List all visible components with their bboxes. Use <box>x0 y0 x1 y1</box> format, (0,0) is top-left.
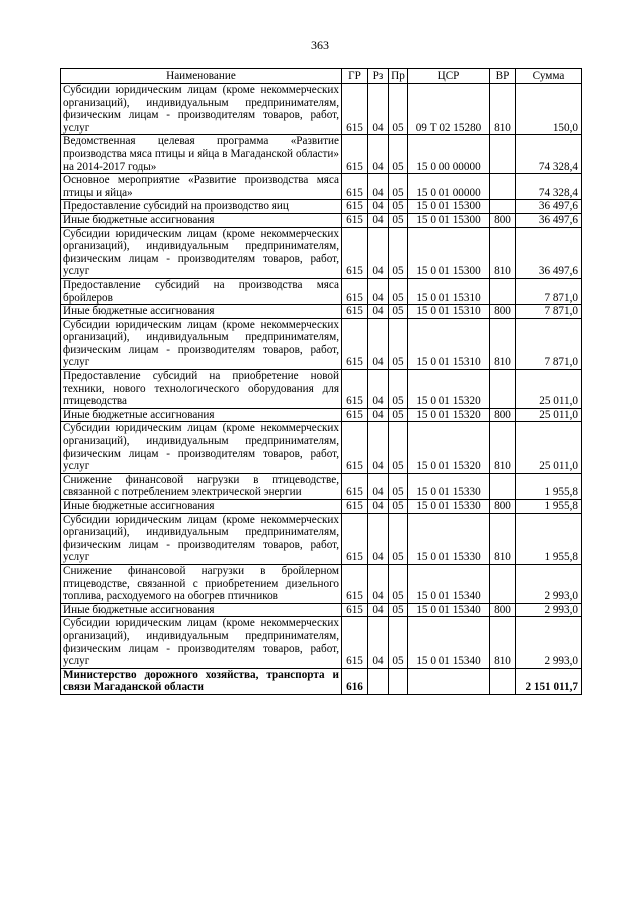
cell-name: Иные бюджетные ассигнования <box>61 408 342 422</box>
cell-csr: 15 0 00 00000 <box>408 135 490 174</box>
table-header-row <box>61 69 582 84</box>
table-row <box>61 513 582 564</box>
cell-name: Снижение финансовой нагрузки в бройлерном птицеводстве, связанной с приобретением дизельного топлива, расходуемого на обогрев птичников <box>61 564 342 603</box>
cell-sum: 36 497,6 <box>516 200 582 214</box>
cell-vr: 810 <box>490 617 516 668</box>
cell-vr: 800 <box>490 500 516 514</box>
cell-gr: 615 <box>342 227 368 278</box>
cell-gr: 615 <box>342 564 368 603</box>
header-gr: ГР <box>342 69 368 84</box>
cell-pr: 05 <box>389 422 408 473</box>
cell-gr: 615 <box>342 318 368 369</box>
budget-table <box>60 68 582 695</box>
cell-csr: 15 0 01 15330 <box>408 513 490 564</box>
cell-csr: 15 0 01 15320 <box>408 422 490 473</box>
cell-vr <box>490 668 516 694</box>
cell-rz: 04 <box>368 174 389 200</box>
cell-pr: 05 <box>389 200 408 214</box>
cell-pr: 05 <box>389 174 408 200</box>
cell-gr: 615 <box>342 617 368 668</box>
cell-name: Иные бюджетные ассигнования <box>61 305 342 319</box>
cell-name: Иные бюджетные ассигнования <box>61 500 342 514</box>
cell-vr: 810 <box>490 318 516 369</box>
cell-name: Иные бюджетные ассигнования <box>61 603 342 617</box>
cell-pr: 05 <box>389 305 408 319</box>
table-row <box>61 278 582 304</box>
table-row <box>61 135 582 174</box>
cell-pr: 05 <box>389 408 408 422</box>
cell-name: Основное мероприятие «Развитие производства мяса птицы и яйца» <box>61 174 342 200</box>
table-row <box>61 174 582 200</box>
table-row <box>61 370 582 409</box>
header-csr: ЦСР <box>408 69 490 84</box>
cell-name: Субсидии юридическим лицам (кроме некоммерческих организаций), индивидуальным предпринимателям, физическим лицам - производителям товаров, работ, услуг <box>61 84 342 135</box>
cell-rz: 04 <box>368 513 389 564</box>
cell-vr <box>490 135 516 174</box>
cell-pr: 05 <box>389 84 408 135</box>
cell-sum: 1 955,8 <box>516 473 582 499</box>
cell-rz: 04 <box>368 422 389 473</box>
cell-rz: 04 <box>368 564 389 603</box>
cell-gr: 615 <box>342 500 368 514</box>
cell-vr <box>490 200 516 214</box>
cell-sum: 2 993,0 <box>516 603 582 617</box>
cell-vr: 810 <box>490 422 516 473</box>
cell-csr: 15 0 01 15300 <box>408 213 490 227</box>
cell-rz: 04 <box>368 84 389 135</box>
cell-csr: 15 0 01 15340 <box>408 617 490 668</box>
cell-vr <box>490 473 516 499</box>
cell-name: Иные бюджетные ассигнования <box>61 213 342 227</box>
cell-pr: 05 <box>389 500 408 514</box>
cell-rz: 04 <box>368 200 389 214</box>
table-row <box>61 617 582 668</box>
cell-sum: 74 328,4 <box>516 174 582 200</box>
page-number: 363 <box>311 38 329 52</box>
cell-pr: 05 <box>389 318 408 369</box>
cell-name: Министерство дорожного хозяйства, транспорта и связи Магаданской области <box>61 668 342 694</box>
cell-rz: 04 <box>368 278 389 304</box>
cell-pr: 05 <box>389 513 408 564</box>
header-pr: Пр <box>389 69 408 84</box>
header-name: Наименование <box>61 69 342 84</box>
cell-csr <box>408 668 490 694</box>
cell-gr: 615 <box>342 603 368 617</box>
cell-name: Субсидии юридическим лицам (кроме некоммерческих организаций), индивидуальным предпринимателям, физическим лицам - производителям товаров, работ, услуг <box>61 227 342 278</box>
cell-pr: 05 <box>389 603 408 617</box>
cell-gr: 615 <box>342 513 368 564</box>
cell-pr: 05 <box>389 227 408 278</box>
cell-name: Субсидии юридическим лицам (кроме некоммерческих организаций), индивидуальным предпринимателям, физическим лицам - производителям товаров, работ, услуг <box>61 422 342 473</box>
cell-sum: 36 497,6 <box>516 213 582 227</box>
cell-csr: 15 0 01 15310 <box>408 305 490 319</box>
cell-gr: 615 <box>342 305 368 319</box>
cell-sum: 36 497,6 <box>516 227 582 278</box>
table-row <box>61 200 582 214</box>
table-row <box>61 668 582 694</box>
cell-vr: 800 <box>490 603 516 617</box>
table-row <box>61 213 582 227</box>
cell-rz: 04 <box>368 473 389 499</box>
cell-pr: 05 <box>389 473 408 499</box>
cell-vr <box>490 278 516 304</box>
cell-rz: 04 <box>368 617 389 668</box>
cell-vr <box>490 370 516 409</box>
cell-rz: 04 <box>368 318 389 369</box>
cell-sum: 25 011,0 <box>516 370 582 409</box>
cell-name: Предоставление субсидий на производства мяса бройлеров <box>61 278 342 304</box>
cell-pr <box>389 668 408 694</box>
cell-vr <box>490 564 516 603</box>
cell-csr: 15 0 01 15340 <box>408 603 490 617</box>
cell-gr: 615 <box>342 135 368 174</box>
cell-rz: 04 <box>368 135 389 174</box>
cell-csr: 15 0 01 15320 <box>408 408 490 422</box>
cell-rz: 04 <box>368 408 389 422</box>
cell-csr: 09 Т 02 15280 <box>408 84 490 135</box>
cell-sum: 1 955,8 <box>516 513 582 564</box>
cell-csr: 15 0 01 15330 <box>408 473 490 499</box>
header-vr: ВР <box>490 69 516 84</box>
cell-sum: 2 151 011,7 <box>516 668 582 694</box>
cell-csr: 15 0 01 15300 <box>408 227 490 278</box>
cell-gr: 615 <box>342 278 368 304</box>
cell-sum: 2 993,0 <box>516 617 582 668</box>
cell-name: Субсидии юридическим лицам (кроме некоммерческих организаций), индивидуальным предпринимателям, физическим лицам - производителям товаров, работ, услуг <box>61 318 342 369</box>
cell-csr: 15 0 01 15310 <box>408 278 490 304</box>
cell-vr: 810 <box>490 513 516 564</box>
table-body <box>61 84 582 695</box>
cell-gr: 615 <box>342 84 368 135</box>
cell-gr: 616 <box>342 668 368 694</box>
table-row <box>61 408 582 422</box>
cell-gr: 615 <box>342 174 368 200</box>
cell-pr: 05 <box>389 564 408 603</box>
cell-pr: 05 <box>389 617 408 668</box>
header-sum: Сумма <box>516 69 582 84</box>
cell-gr: 615 <box>342 200 368 214</box>
cell-pr: 05 <box>389 370 408 409</box>
cell-sum: 25 011,0 <box>516 422 582 473</box>
cell-sum: 1 955,8 <box>516 500 582 514</box>
cell-rz: 04 <box>368 500 389 514</box>
cell-sum: 150,0 <box>516 84 582 135</box>
cell-sum: 7 871,0 <box>516 305 582 319</box>
cell-csr: 15 0 01 15340 <box>408 564 490 603</box>
cell-sum: 74 328,4 <box>516 135 582 174</box>
cell-gr: 615 <box>342 422 368 473</box>
cell-pr: 05 <box>389 278 408 304</box>
cell-csr: 15 0 01 15320 <box>408 370 490 409</box>
cell-csr: 15 0 01 15300 <box>408 200 490 214</box>
cell-vr <box>490 174 516 200</box>
table-row <box>61 84 582 135</box>
cell-name: Субсидии юридическим лицам (кроме некоммерческих организаций), индивидуальным предпринимателям, физическим лицам - производителям товаров, работ, услуг <box>61 617 342 668</box>
cell-gr: 615 <box>342 408 368 422</box>
table-row <box>61 318 582 369</box>
cell-pr: 05 <box>389 135 408 174</box>
table-row <box>61 227 582 278</box>
cell-rz: 04 <box>368 603 389 617</box>
cell-gr: 615 <box>342 370 368 409</box>
cell-rz: 04 <box>368 305 389 319</box>
cell-pr: 05 <box>389 213 408 227</box>
cell-sum: 2 993,0 <box>516 564 582 603</box>
cell-rz <box>368 668 389 694</box>
cell-sum: 7 871,0 <box>516 278 582 304</box>
cell-name: Предоставление субсидий на производство яиц <box>61 200 342 214</box>
table-row <box>61 422 582 473</box>
cell-vr: 800 <box>490 213 516 227</box>
cell-vr: 800 <box>490 408 516 422</box>
table-row <box>61 500 582 514</box>
cell-rz: 04 <box>368 213 389 227</box>
cell-vr: 800 <box>490 305 516 319</box>
cell-rz: 04 <box>368 370 389 409</box>
cell-gr: 615 <box>342 473 368 499</box>
cell-rz: 04 <box>368 227 389 278</box>
table-row <box>61 305 582 319</box>
cell-name: Снижение финансовой нагрузки в птицеводстве, связанной с потреблением электрической энергии <box>61 473 342 499</box>
cell-csr: 15 0 01 00000 <box>408 174 490 200</box>
cell-vr: 810 <box>490 84 516 135</box>
cell-name: Предоставление субсидий на приобретение новой техники, нового технологического оборудования для птицеводства <box>61 370 342 409</box>
cell-vr: 810 <box>490 227 516 278</box>
cell-name: Субсидии юридическим лицам (кроме некоммерческих организаций), индивидуальным предпринимателям, физическим лицам - производителям товаров, работ, услуг <box>61 513 342 564</box>
table-row <box>61 603 582 617</box>
cell-sum: 25 011,0 <box>516 408 582 422</box>
cell-sum: 7 871,0 <box>516 318 582 369</box>
cell-csr: 15 0 01 15310 <box>408 318 490 369</box>
cell-csr: 15 0 01 15330 <box>408 500 490 514</box>
table-row <box>61 473 582 499</box>
table-row <box>61 564 582 603</box>
cell-gr: 615 <box>342 213 368 227</box>
header-rz: Рз <box>368 69 389 84</box>
cell-name: Ведомственная целевая программа «Развитие производства мяса птицы и яйца в Магаданской области» на 2014-2017 годы» <box>61 135 342 174</box>
